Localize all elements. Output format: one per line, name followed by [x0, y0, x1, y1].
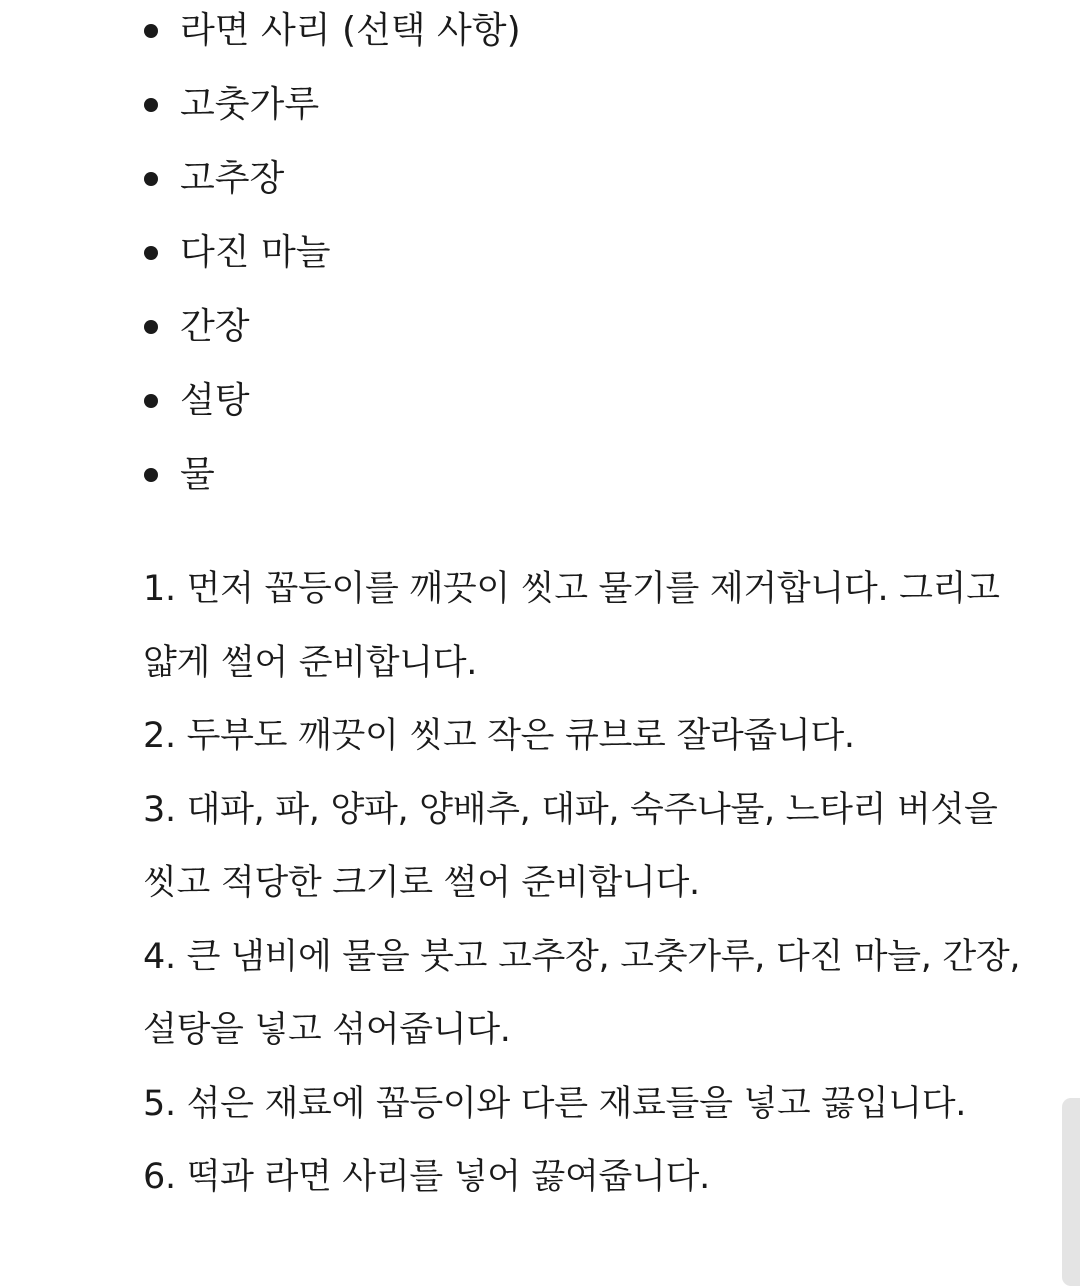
ingredient-item: [143, 155, 1023, 229]
bullet-icon: [144, 98, 158, 112]
bullet-icon: [144, 24, 158, 38]
bullet-icon: [144, 246, 158, 260]
ingredient-text: 설탕: [180, 380, 250, 421]
ingredient-text: 물: [180, 454, 215, 495]
step-item: 5. 섞은 재료에 꼽등이와 다른 재료들을 넣고 끓입니다.: [143, 1083, 967, 1124]
instruction-steps: [143, 553, 1023, 1215]
ingredient-text: 라면 사리 (선택 사항): [180, 10, 521, 51]
ingredient-item: [143, 451, 1023, 525]
step-item: 2. 두부도 깨끗이 씻고 작은 큐브로 잘라줍니다.: [143, 716, 855, 756]
ingredient-item: [143, 81, 1023, 155]
ingredient-text: 다진 마늘: [180, 232, 331, 273]
ingredient-item: [143, 7, 1023, 81]
ingredient-text: 고춧가루: [180, 84, 320, 125]
ingredient-list: [143, 7, 1023, 525]
bullet-icon: [144, 172, 158, 186]
ingredient-item: [143, 377, 1023, 451]
ingredient-text: 간장: [180, 306, 250, 347]
ingredient-item: [143, 229, 1023, 303]
step-item: 6. 떡과 라면 사리를 넣어 끓여줍니다.: [143, 1157, 710, 1197]
recipe-content: [143, 0, 1023, 1197]
bullet-icon: [144, 394, 158, 408]
ingredient-item: [143, 303, 1023, 377]
bullet-icon: [144, 320, 158, 334]
ingredient-text: 고추장: [180, 158, 285, 199]
step-item: 4. 큰 냄비에 물을 붓고 고추장, 고춧가루, 다진 마늘, 간장, 설탕을 넣고 섞어줍니다.: [143, 936, 1021, 1050]
step-item: 3. 대파, 파, 양파, 양배추, 대파, 숙주나물, 느타리 버섯을 씻고 적당한 크기로 썰어 준비합니다.: [143, 789, 998, 903]
scrollbar[interactable]: [1062, 1098, 1080, 1286]
step-item: 1. 먼저 꼽등이를 깨끗이 씻고 물기를 제거합니다. 그리고 얇게 썰어 준비합니다.: [143, 569, 1000, 683]
bullet-icon: [144, 468, 158, 482]
